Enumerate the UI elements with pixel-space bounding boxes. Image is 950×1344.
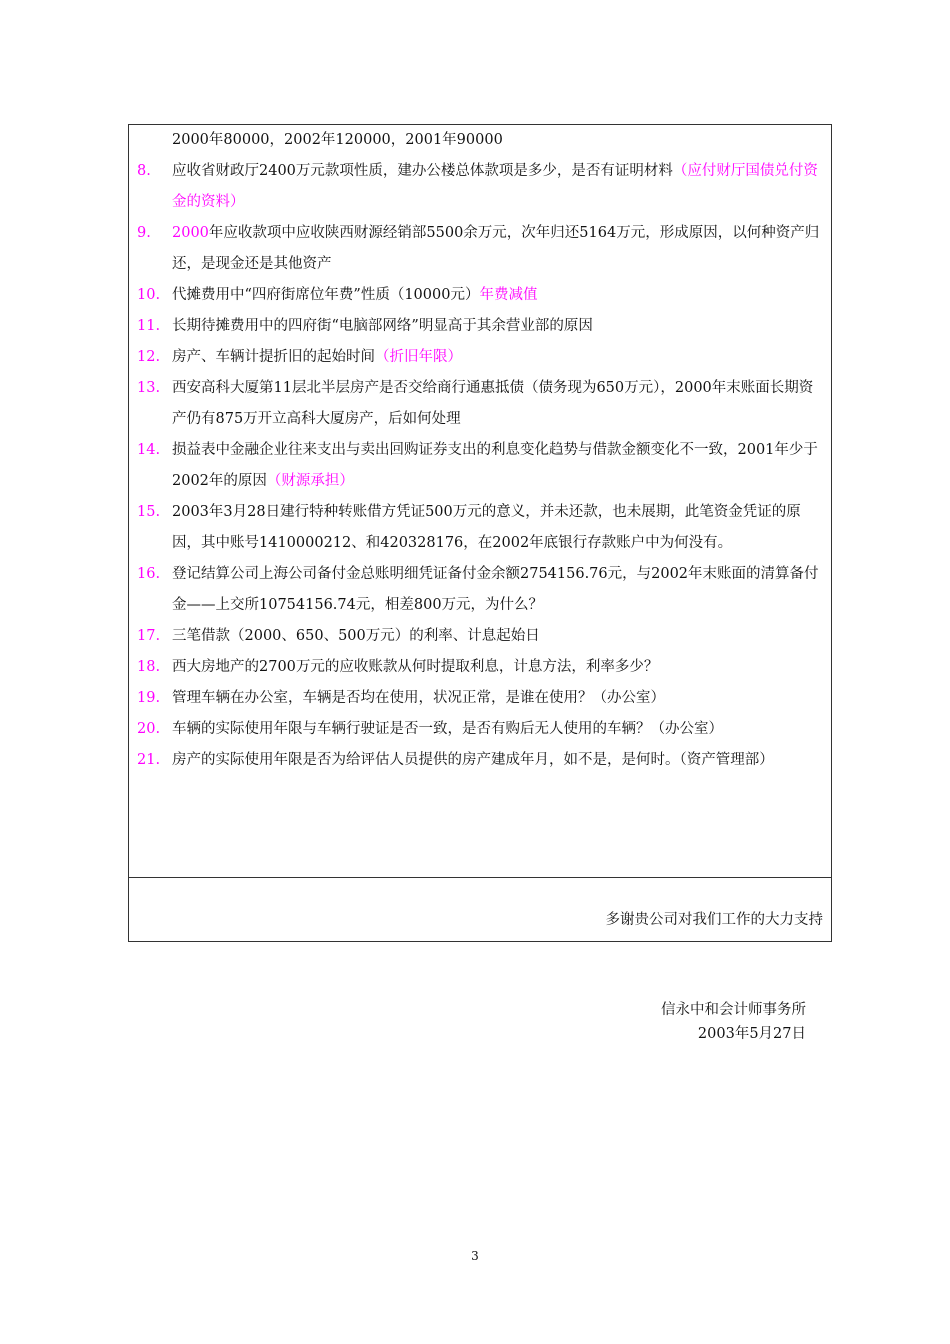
item-text: 2003年3月28日建行特种转账借方凭证500万元的意义，并未还款，也未展期，此笔资金凭证的原因，其中账号1410000212、和420328176，在2002年底银行存款账户中为何没有。 bbox=[172, 504, 801, 551]
item-text: 应收省财政厅2400万元款项性质，建办公楼总体款项是多少，是否有证明材料 bbox=[172, 163, 673, 179]
item-text: 长期待摊费用中的四府街“电脑部网络”明显高于其余营业部的原因 bbox=[172, 318, 593, 334]
list-item bbox=[129, 745, 833, 776]
list-item bbox=[129, 497, 833, 559]
item-number: 18. bbox=[137, 659, 161, 675]
item-number: 13. bbox=[137, 380, 161, 396]
list-item bbox=[129, 652, 833, 683]
item-text: 损益表中金融企业往来支出与卖出回购证券支出的利息变化趋势与借款金额变化不一致，2001年少于2002年的原因 bbox=[172, 442, 818, 489]
list-item bbox=[129, 714, 833, 745]
list-item bbox=[129, 683, 833, 714]
thanks-text: 多谢贵公司对我们工作的大力支持 bbox=[605, 912, 823, 928]
item-number: 11. bbox=[137, 318, 161, 334]
continuation-line: 2000年80000，2002年120000，2001年90000 bbox=[172, 132, 503, 148]
item-text: 年应收款项中应收陕西财源经销部5500余万元，次年归还5164万元，形成原因，以何种资产归还，是现金还是其他资产 bbox=[172, 225, 820, 272]
item-text: 房产的实际使用年限是否为给评估人员提供的房产建成年月，如不是，是何时。（资产管理部） bbox=[172, 752, 774, 768]
item-number: 20. bbox=[137, 721, 161, 737]
item-text: 车辆的实际使用年限与车辆行驶证是否一致，是否有购后无人使用的车辆？（办公室） bbox=[172, 721, 723, 737]
item-text: 三笔借款（2000、650、500万元）的利率、计息起始日 bbox=[172, 628, 540, 644]
item-number: 14. bbox=[137, 442, 161, 458]
item-number: 10. bbox=[137, 287, 161, 303]
list-item bbox=[129, 280, 833, 311]
list-item bbox=[129, 218, 833, 280]
item-number: 17. bbox=[137, 628, 161, 644]
item-text: 西安高科大厦第11层北半层房产是否交给商行通惠抵债（债务现为650万元），2000年末账面长期资产仍有875万开立高科大厦房产，后如何处理 bbox=[172, 380, 814, 427]
item-note: （折旧年限） bbox=[375, 349, 462, 365]
item-number: 15. bbox=[137, 504, 161, 520]
item-note: 年费减值 bbox=[479, 287, 538, 303]
list-item bbox=[129, 156, 833, 218]
question-list bbox=[129, 129, 833, 776]
list-item bbox=[129, 311, 833, 342]
item-note: （财源承担） bbox=[266, 473, 354, 489]
item-text: 房产、车辆计提折旧的起始时间 bbox=[172, 349, 375, 365]
firm-name: 信永中和会计师事务所 bbox=[661, 1002, 806, 1018]
item-text: 管理车辆在办公室，车辆是否均在使用，状况正常，是谁在使用？（办公室） bbox=[172, 690, 665, 706]
questions-box bbox=[128, 124, 832, 942]
item-number: 9. bbox=[137, 225, 151, 241]
item-number: 19. bbox=[137, 690, 161, 706]
item-number: 21. bbox=[137, 752, 161, 768]
item-number: 16. bbox=[137, 566, 161, 582]
list-item bbox=[129, 435, 833, 497]
question-items bbox=[129, 156, 833, 776]
item-text: 代摊费用中“四府街席位年费”性质（10000元） bbox=[172, 287, 480, 303]
list-item bbox=[129, 621, 833, 652]
list-item bbox=[129, 373, 833, 435]
page-number: 3 bbox=[471, 1249, 479, 1263]
item-note: （应付财厅国债兑付资金的资料） bbox=[172, 163, 818, 210]
list-item bbox=[129, 342, 833, 373]
signature-date: 2003年5月27日 bbox=[697, 1026, 806, 1042]
item-number: 12. bbox=[137, 349, 161, 365]
item-text: 登记结算公司上海公司备付金总账明细凭证备付金余额2754156.76元，与2002年末账面的清算备付金——上交所10754156.74元，相差800万元，为什么？ bbox=[172, 566, 819, 613]
item-highlight-prefix: 2000 bbox=[172, 225, 209, 241]
item-number: 8. bbox=[137, 163, 151, 179]
item-text: 西大房地产的2700万元的应收账款从何时提取利息，计息方法，利率多少？ bbox=[172, 659, 659, 675]
box-divider bbox=[129, 877, 831, 878]
list-item bbox=[129, 559, 833, 621]
